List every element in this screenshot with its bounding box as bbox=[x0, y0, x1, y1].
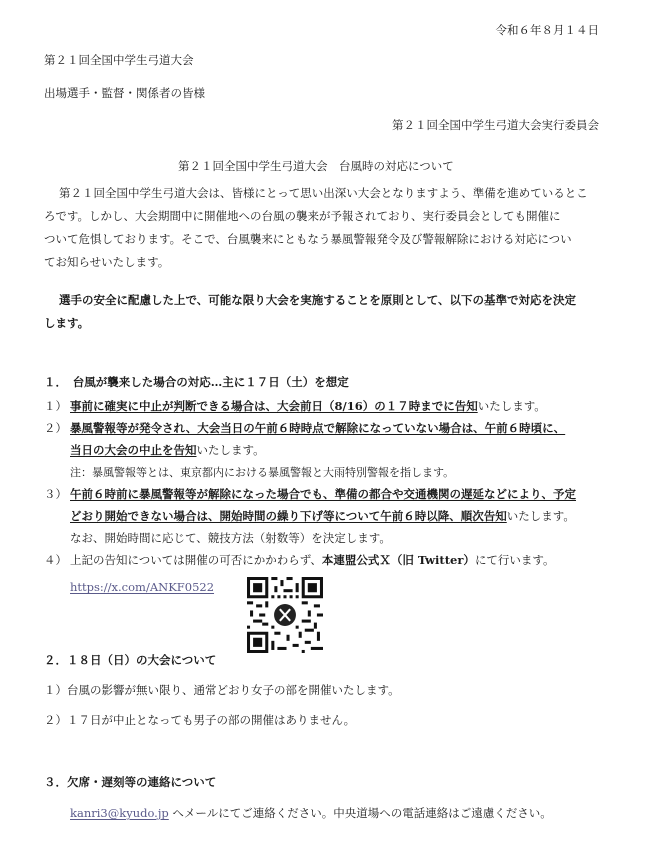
item-3-number: ３） bbox=[44, 487, 67, 501]
intro-line-3: ついて危惧しております。そこで、台風襲来にともなう暴風警報発令及び警報解除における対応につい bbox=[44, 232, 572, 246]
item-2-line-1: 暴風警報等が発令され、大会当日の午前６時時点で解除になっていない場合は、午前６時頃に、 bbox=[70, 421, 566, 435]
item-4-text bbox=[70, 552, 555, 568]
intro-line-4: てお知らせいたします。 bbox=[44, 255, 170, 269]
intro-line-1: 第２１回全国中学生弓道大会は、皆様にとって思い出深い大会となりますよう、準備を進めているとこ bbox=[59, 186, 588, 200]
item-3-line-1: 午前６時前に暴風警報等が解除になった場合でも、準備の都合や交通機関の遅延などにより、予定 bbox=[70, 487, 576, 501]
item-1-emphasis: 事前に確実に中止が判断できる場合は、大会前日（8/16）の１７時までに告知 bbox=[70, 399, 478, 413]
section-3-heading: ３．欠席・遅刻等の連絡について bbox=[44, 775, 217, 789]
item-3-rest: いたします。 bbox=[506, 509, 575, 523]
section-2-item-2: ２）１７日が中止となっても男子の部の開催はありません。 bbox=[44, 713, 356, 727]
item-2-note: 注：暴風警報等とは、東京都内における暴風警報と大雨特別警報を指します。 bbox=[70, 466, 455, 479]
item-3-emphasis: どおり開始できない場合は、開始時間の繰り下げ等について午前６時以降、順次告知 bbox=[70, 509, 507, 523]
addressee-event: 第２１回全国中学生弓道大会 bbox=[44, 53, 194, 67]
item-1-number: １） bbox=[44, 399, 67, 413]
x-account-link[interactable]: https://x.com/ANKF0522 bbox=[70, 580, 215, 594]
qr-code bbox=[247, 577, 323, 653]
item-2-number: ２） bbox=[44, 421, 67, 435]
item-1-rest: いたします。 bbox=[477, 399, 546, 413]
section-2-item-1: １）台風の影響が無い限り、通常どおり女子の部を開催いたします。 bbox=[44, 683, 400, 697]
item-3-note: なお、開始時間に応じて、競技方法（射数等）を決定します。 bbox=[70, 531, 391, 545]
item-4-lead: 上記の告知については開催の可否にかかわらず、 bbox=[70, 553, 322, 567]
document-date: 令和６年８月１４日 bbox=[495, 23, 599, 37]
contact-email-link[interactable]: kanri3@kyudo.jp bbox=[70, 806, 169, 820]
item-2-emphasis: 当日の大会の中止を告知 bbox=[70, 443, 197, 457]
section-1-heading: １． 台風が襲来した場合の対応…主に１７日（土）を想定 bbox=[44, 375, 349, 389]
intro-line-2: ろです。しかし、大会期間中に開催地への台風の襲来が予報されており、実行委員会としても開催に bbox=[44, 209, 561, 223]
item-4-emphasis: 本連盟公式Ｘ（旧 Twitter） bbox=[321, 553, 475, 567]
contact-text: へメールにてご連絡ください。中央道場への電話連絡はご遠慮ください。 bbox=[172, 806, 552, 820]
sender: 第２１回全国中学生弓道大会実行委員会 bbox=[392, 118, 599, 132]
principle-line-2: します。 bbox=[44, 316, 90, 330]
document-subject: 第２１回全国中学生弓道大会 台風時の対応について bbox=[178, 159, 454, 173]
contact-line bbox=[70, 805, 552, 821]
item-3-line-2 bbox=[70, 508, 575, 524]
item-2-rest: いたします。 bbox=[196, 443, 265, 457]
section-2-heading: ２．１８日（日）の大会について bbox=[44, 653, 217, 667]
item-2-line-2 bbox=[70, 442, 265, 458]
item-1-text bbox=[70, 398, 546, 414]
item-4-rest: にて行います。 bbox=[474, 553, 555, 567]
addressee-participants: 出場選手・監督・関係者の皆様 bbox=[44, 86, 205, 100]
principle-line-1: 選手の安全に配慮した上で、可能な限り大会を実施することを原則として、以下の基準で対応を決定 bbox=[59, 293, 577, 307]
item-4-number: ４） bbox=[44, 553, 67, 567]
